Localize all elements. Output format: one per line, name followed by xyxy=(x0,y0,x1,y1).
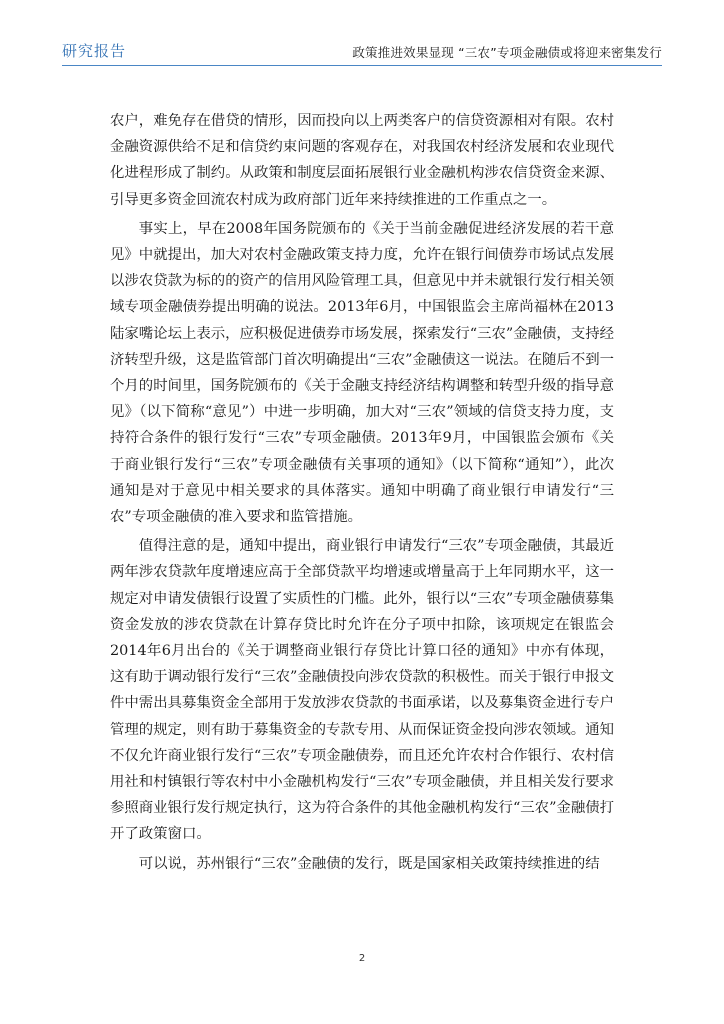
paragraph: 值得注意的是，通知中提出，商业银行申请发行“三农”专项金融债，其最近两年涉农贷款年度增速应高于全部贷款平均增速或增量高于上年同期水平，这一规定对申请发债银行设置了实质性的门槛。此外，银行以“三农”专项金融债募集资金发放的涉农贷款在计算存贷比时允许在分子项中扣除，该项规定在银监会2014年6月出台的《关于调整商业银行存贷比计算口径的通知》中亦有体现，这有助于调动银行发行“三农”金融债投向涉农贷款的积极性。而关于银行申报文件中需出具募集资金全部用于发放涉农贷款的书面承诺，以及募集资金进行专户管理的规定，则有助于募集资金的专款专用、从而保证资金投向涉农领域。通知不仅允许商业银行发行“三农”专项金融债券，而且还允许农村合作银行、农村信用社和村镇银行等农村中小金融机构发行“三农”专项金融债，并且相关发行要求参照商业银行发行规定执行，这为符合条件的其他金融机构发行“三农”金融债打开了政策窗口。 xyxy=(110,538,615,843)
paragraph: 事实上，早在2008年国务院颁布的《关于当前金融促进经济发展的若干意见》中就提出，加大对农村金融政策支持力度，允许在银行间债券市场试点发展以涉农贷款为标的的资产的信用风险管理工具，但意见中并未就银行发行相关领域专项金融债券提出明确的说法。2013年6月，中国银监会主席尚福林在2013陆家嘴论坛上表示，应积极促进债券市场发展，探索发行“三农”金融债，支持经济转型升级，这是监管部门首次明确提出“三农”金融债这一说法。在随后不到一个月的时间里，国务院颁布的《关于金融支持经济结构调整和转型升级的指导意见》（以下简称“意见”）中进一步明确，加大对“三农”领域的信贷支持力度，支持符合条件的银行发行“三农”专项金融债。2013年9月，中国银监会颁布《关于商业银行发行“三农”专项金融债有关事项的通知》（以下简称“通知”），此次通知是对于意见中相关要求的具体落实。通知中明确了商业银行申请发行“三农”专项金融债的准入要求和监管措施。 xyxy=(110,220,614,526)
report-type-label: 研究报告 xyxy=(62,42,127,60)
paragraph: 可以说，苏州银行“三农”金融债的发行，既是国家相关政策持续推进的结 xyxy=(138,855,600,872)
report-title: 政策推进效果显现 “三农”专项金融债或将迎来密集发行 xyxy=(352,45,662,60)
article-body xyxy=(110,108,614,880)
page-number: 2 xyxy=(358,953,366,964)
paragraph-continued: 农户，难免存在借贷的情形，因而投向以上两类客户的信贷资源相对有限。农村金融资源供给不足和信贷约束问题的客观存在，对我国农村经济发展和农业现代化进程形成了制约。从政策和制度层面拓展银行业金融机构涉农信贷资金来源、引导更多资金回流农村成为政府部门近年来持续推进的工作重点之一。 xyxy=(110,113,614,208)
page-header xyxy=(62,30,662,66)
